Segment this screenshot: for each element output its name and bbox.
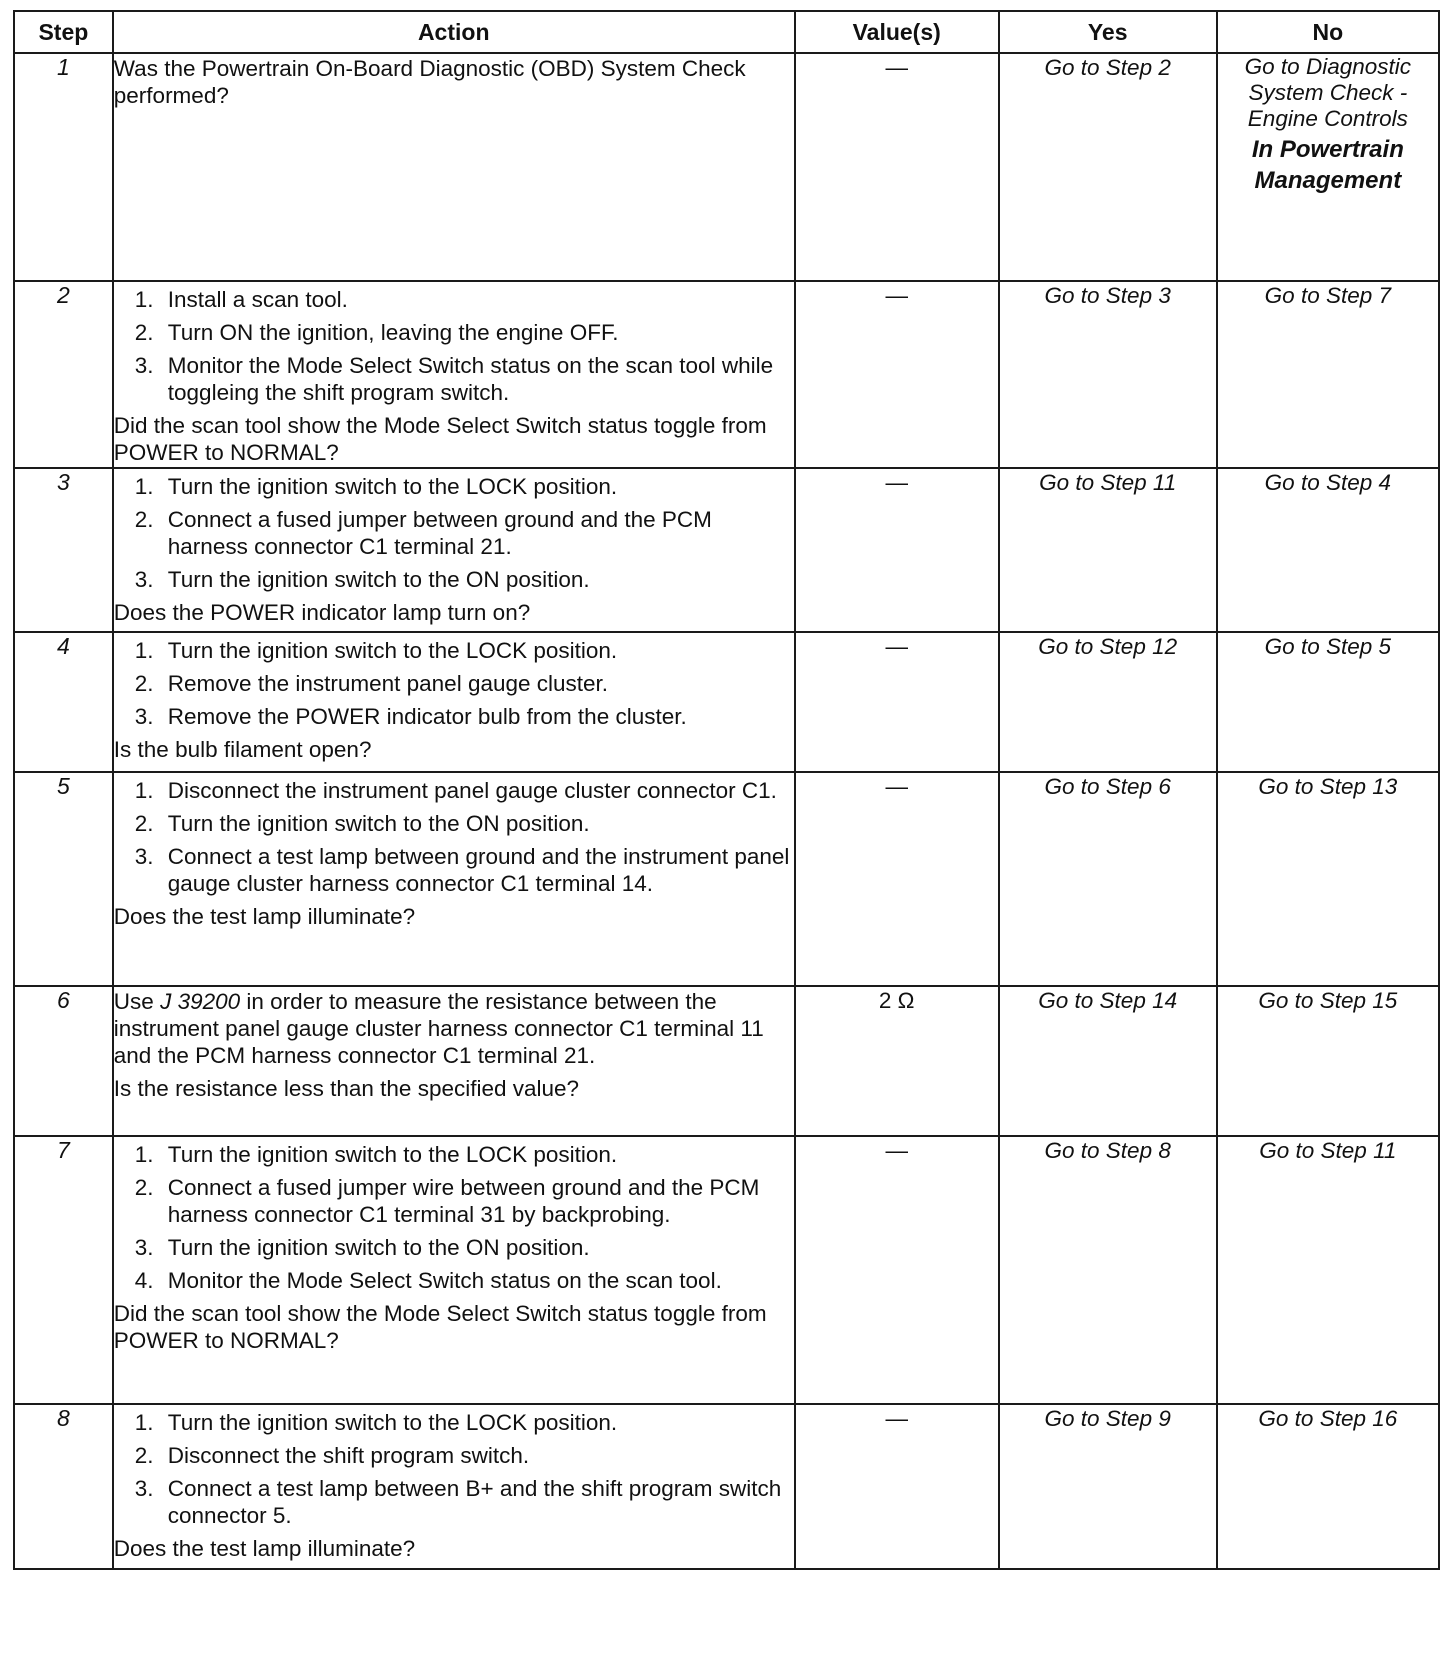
step-number: 3 <box>14 468 113 632</box>
instruction-text: in order to measure the resistance between the instrument panel gauge cluster harness connector C1 terminal 11 and the PCM harness connector C1 terminal 21. <box>113 989 764 1068</box>
no-link[interactable]: Go to Step 16 <box>1217 1404 1439 1569</box>
action-item: 3. Connect a test lamp between B+ and the shift program switch connector 5. <box>160 1475 794 1529</box>
action-item: 3. Connect a test lamp between ground and the instrument panel gauge cluster harness connector C1 terminal 14. <box>160 843 794 897</box>
table-row-step-5 <box>14 772 1439 986</box>
no-link[interactable]: Go to Step 7 <box>1217 281 1439 468</box>
table-row-step-1 <box>14 53 1439 281</box>
action-question: Does the POWER indicator lamp turn on? <box>113 600 531 625</box>
action-list <box>114 473 794 593</box>
action-item: 2. Turn the ignition switch to the ON position. <box>160 810 794 837</box>
value-cell: — <box>795 1404 999 1569</box>
yes-link[interactable]: Go to Step 2 <box>999 53 1217 281</box>
yes-link[interactable]: Go to Step 14 <box>999 986 1217 1136</box>
header-values: Value(s) <box>795 11 999 53</box>
step-number: 7 <box>14 1136 113 1404</box>
action-question: Does the test lamp illuminate? <box>113 904 416 929</box>
no-link[interactable] <box>1217 53 1439 281</box>
header-row <box>14 11 1439 53</box>
yes-link[interactable]: Go to Step 9 <box>999 1404 1217 1569</box>
value-cell: — <box>795 468 999 632</box>
action-instruction <box>114 988 794 1069</box>
no-link-section: In Powertrain Management <box>1251 136 1404 194</box>
action-item: 3. Turn the ignition switch to the ON position. <box>160 566 794 593</box>
value-cell: — <box>795 281 999 468</box>
value-cell: — <box>795 772 999 986</box>
header-no: No <box>1217 11 1439 53</box>
action-cell <box>113 772 795 986</box>
step-number: 6 <box>14 986 113 1136</box>
action-question: Does the test lamp illuminate? <box>113 1536 416 1561</box>
table-row-step-6 <box>14 986 1439 1136</box>
action-list <box>114 1141 794 1294</box>
no-link[interactable]: Go to Step 11 <box>1217 1136 1439 1404</box>
action-list <box>114 1409 794 1529</box>
action-item: 1. Disconnect the instrument panel gauge cluster connector C1. <box>160 777 794 804</box>
action-question: Did the scan tool show the Mode Select Switch status toggle from POWER to NORMAL? <box>113 1301 767 1353</box>
action-item: 1. Turn the ignition switch to the LOCK position. <box>160 473 794 500</box>
action-cell <box>113 468 795 632</box>
header-yes: Yes <box>999 11 1217 53</box>
step-number: 8 <box>14 1404 113 1569</box>
action-list <box>114 777 794 897</box>
action-item: 2. Turn ON the ignition, leaving the engine OFF. <box>160 319 794 346</box>
action-item: 4. Monitor the Mode Select Switch status on the scan tool. <box>160 1267 794 1294</box>
no-link[interactable]: Go to Step 15 <box>1217 986 1439 1136</box>
action-item: 1. Turn the ignition switch to the LOCK position. <box>160 1409 794 1436</box>
action-question: Is the resistance less than the specified value? <box>113 1076 580 1101</box>
no-link-ref: Diagnostic System Check - Engine Controls <box>1247 54 1412 131</box>
table-row-step-4 <box>14 632 1439 772</box>
action-item: 3. Turn the ignition switch to the ON position. <box>160 1234 794 1261</box>
action-item: 2. Connect a fused jumper wire between ground and the PCM harness connector C1 terminal 31 by backprobing. <box>160 1174 794 1228</box>
table-row-step-7 <box>14 1136 1439 1404</box>
yes-link[interactable]: Go to Step 6 <box>999 772 1217 986</box>
step-number: 2 <box>14 281 113 468</box>
header-step: Step <box>14 11 113 53</box>
action-cell <box>113 632 795 772</box>
instruction-prefix: Use <box>113 989 154 1014</box>
yes-link[interactable]: Go to Step 12 <box>999 632 1217 772</box>
action-item: 3. Monitor the Mode Select Switch status on the scan tool while toggleing the shift program switch. <box>160 352 794 406</box>
no-link[interactable]: Go to Step 13 <box>1217 772 1439 986</box>
action-item: 2. Connect a fused jumper between ground and the PCM harness connector C1 terminal 21. <box>160 506 794 560</box>
action-cell <box>113 986 795 1136</box>
action-item: 1. Turn the ignition switch to the LOCK position. <box>160 637 794 664</box>
header-action: Action <box>113 11 795 53</box>
action-question: Was the Powertrain On-Board Diagnostic (OBD) System Check performed? <box>113 56 746 108</box>
no-link[interactable]: Go to Step 4 <box>1217 468 1439 632</box>
tool-reference: J 39200 <box>160 989 241 1014</box>
action-item: 2. Remove the instrument panel gauge cluster. <box>160 670 794 697</box>
action-item: 3. Remove the POWER indicator bulb from the cluster. <box>160 703 794 730</box>
action-cell <box>113 1136 795 1404</box>
table-row-step-3 <box>14 468 1439 632</box>
diagnostic-table <box>13 10 1440 1570</box>
no-link[interactable]: Go to Step 5 <box>1217 632 1439 772</box>
value-cell: — <box>795 1136 999 1404</box>
action-question: Did the scan tool show the Mode Select Switch status toggle from POWER to NORMAL? <box>113 413 767 465</box>
table-row-step-8 <box>14 1404 1439 1569</box>
action-item: 2. Disconnect the shift program switch. <box>160 1442 794 1469</box>
value-cell: 2 Ω <box>795 986 999 1136</box>
action-cell <box>113 53 795 281</box>
action-cell <box>113 281 795 468</box>
action-cell <box>113 1404 795 1569</box>
yes-link[interactable]: Go to Step 11 <box>999 468 1217 632</box>
action-question: Is the bulb filament open? <box>113 737 372 762</box>
value-cell: — <box>795 632 999 772</box>
table-row-step-2 <box>14 281 1439 468</box>
no-link-prefix: Go to <box>1244 54 1300 79</box>
value-cell: — <box>795 53 999 281</box>
step-number: 5 <box>14 772 113 986</box>
action-item: 1. Install a scan tool. <box>160 286 794 313</box>
action-list <box>114 286 794 406</box>
yes-link[interactable]: Go to Step 8 <box>999 1136 1217 1404</box>
yes-link[interactable]: Go to Step 3 <box>999 281 1217 468</box>
step-number: 1 <box>14 53 113 281</box>
step-number: 4 <box>14 632 113 772</box>
action-list <box>114 637 794 730</box>
action-item: 1. Turn the ignition switch to the LOCK position. <box>160 1141 794 1168</box>
